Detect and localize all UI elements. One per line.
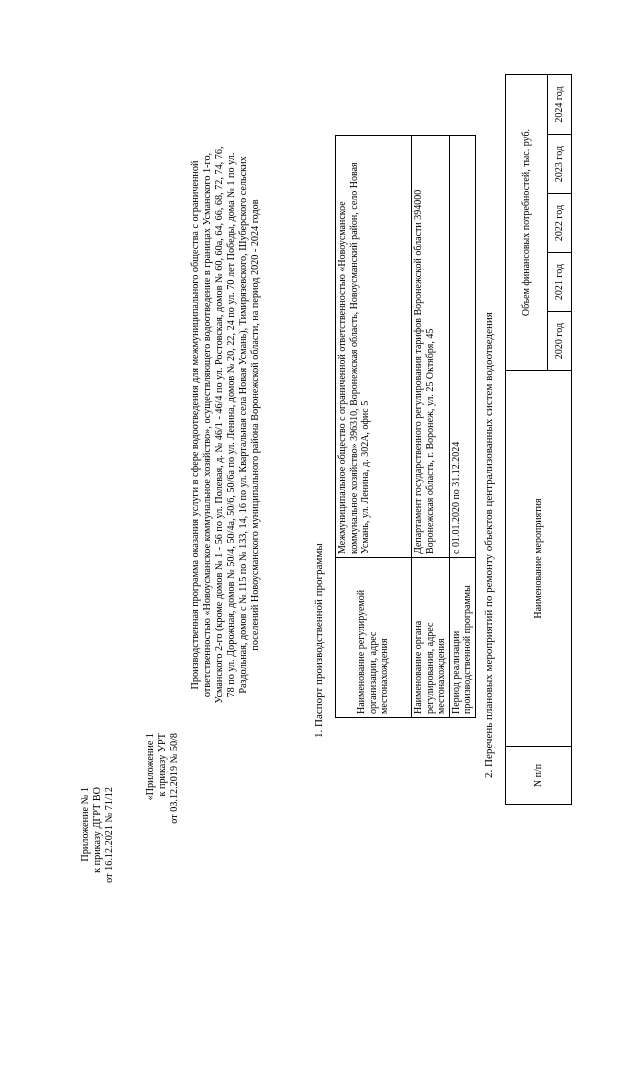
column-header-year: 2024 год bbox=[548, 75, 572, 135]
appendix-stamp-current bbox=[80, 787, 116, 1087]
passport-label: Период реализации производственной программы bbox=[449, 558, 475, 718]
column-header-year: 2022 год bbox=[548, 194, 572, 253]
passport-label: Наименование регулируемой организации, адрес местонахождения bbox=[336, 558, 412, 718]
measures-table bbox=[505, 74, 572, 805]
passport-value: Департамент государственного регулирования тарифов Воронежской области 394000 Воронежская область, г. Воронеж, ул. 25 Октября, 45 bbox=[412, 136, 450, 558]
passport-heading: 1. Паспорт производственной программы bbox=[313, 543, 325, 738]
table-row bbox=[412, 136, 450, 718]
table-header-row bbox=[506, 75, 548, 805]
column-header-measure-name: Наименование мероприятия bbox=[506, 371, 572, 747]
measures-heading: 2. Перечень плановых мероприятий по ремонту объектов централизованных систем водоотведения bbox=[483, 312, 495, 778]
table-row bbox=[449, 136, 475, 718]
appendix-number: «Приложение 1 bbox=[145, 733, 156, 801]
column-header-number: N п/п bbox=[506, 747, 572, 805]
appendix-order-date: от 03.12.2019 № 50/8 bbox=[169, 733, 180, 824]
appendix-stamp-previous bbox=[145, 733, 181, 1033]
passport-table bbox=[335, 135, 476, 718]
appendix-number: Приложение № 1 bbox=[80, 787, 91, 862]
appendix-order-ref: к приказу ДГРТ ВО bbox=[92, 787, 103, 873]
column-header-year: 2021 год bbox=[548, 253, 572, 312]
table-row bbox=[336, 136, 412, 718]
appendix-order-date: от 16.12.2021 № 71/12 bbox=[104, 787, 115, 883]
column-header-financing: Объем финансовых потребностей, тыс. руб. bbox=[506, 75, 548, 371]
program-title: Производственная программа оказания услуги в сфере водоотведения для межмуниципального общества с ограниченной ответственностью «Новоусманское коммунальное хозяйство», осуществляющего водоотведение в границах Усманского 1-го, Усманского 2-го (кроме домов № 1 - 56 по ул. Полевая, д. № 46/1 - 46/4 по ул. Ростовская, домов № 60, 60а, 64, 66, 68, 72, 74, 76, 78 по ул. Дорожная, домов № 50/4, 50/4а, 50/6, 50/6а по ул. Ленина, домов № 20, 22, 24 по ул. 70 лет Победы, дома № 1 по ул. Раздольная, домов с № 115 по № 133, 14, 16 по ул. Квартальная села Новая Усмань), Тимирязевского, Шуберского сельских поселений Новоусманского муниципального района Воронежской области, на период 2020 - 2024 годов bbox=[190, 146, 261, 704]
passport-value: Межмуниципальное общество с ограниченной ответственностью «Новоусманское коммунальное хозяйство» 396310, Воронежская область, Новоусманский район, село Новая Усмань, ул. Ленина, д. 302А, офис 5 bbox=[336, 136, 412, 558]
passport-value: с 01.01.2020 по 31.12.2024 bbox=[449, 136, 475, 558]
column-header-year: 2023 год bbox=[548, 135, 572, 194]
column-header-year: 2020 год bbox=[548, 312, 572, 371]
passport-label: Наименование органа регулирования, адрес местонахождения bbox=[412, 558, 450, 718]
appendix-order-ref: к приказу УРТ bbox=[157, 733, 168, 797]
